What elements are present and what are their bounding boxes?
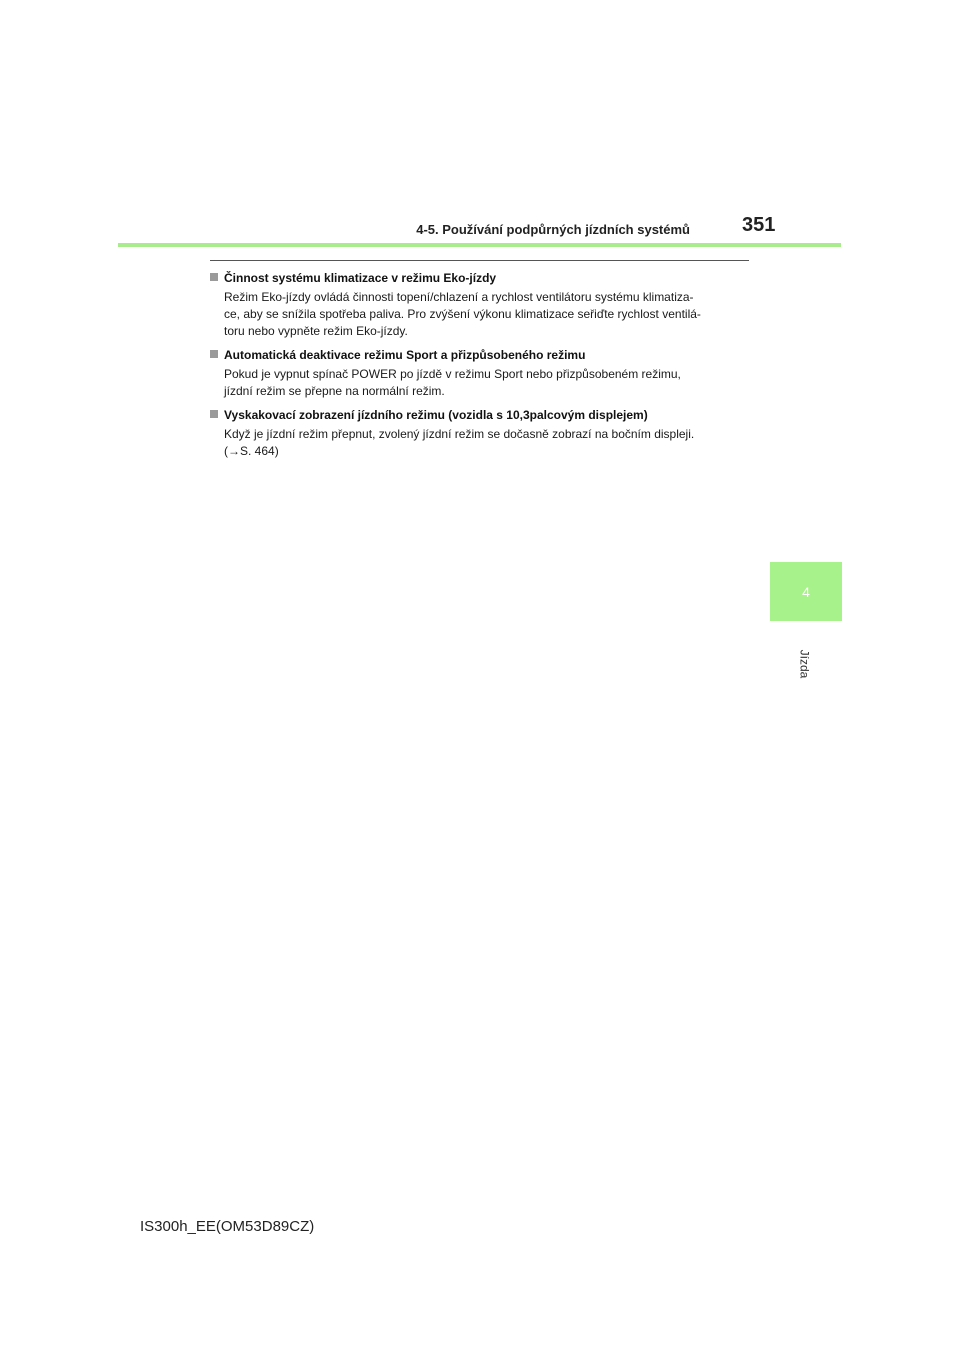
paragraph-line: (→S. 464) [224, 444, 279, 458]
section-heading [210, 347, 750, 364]
header-divider [118, 243, 841, 247]
square-bullet-icon [210, 350, 218, 358]
paragraph-line: ce, aby se snížila spotřeba paliva. Pro zvýšení výkonu klimatizace seřiďte rychlost ventilá- [224, 307, 701, 321]
chapter-tab[interactable] [770, 562, 842, 621]
section-paragraph [224, 366, 750, 400]
paragraph-line: Režim Eko-jízdy ovládá činnosti topení/chlazení a rychlost ventilátoru systému klimatiza- [224, 290, 694, 304]
section-heading-text: Vyskakovací zobrazení jízdního režimu (vozidla s 10,3palcovým displejem) [224, 408, 648, 422]
page-number: 351 [742, 214, 776, 236]
section-auto-deactivation [210, 347, 750, 400]
paragraph-line: Pokud je vypnut spínač POWER po jízdě v režimu Sport nebo přizpůsobeném režimu, [224, 367, 681, 381]
chapter-tab-label [794, 649, 814, 679]
footer-manual-code: IS300h_EE(OM53D89CZ) [140, 1218, 315, 1235]
paragraph-line: toru nebo vypněte režim Eko-jízdy. [224, 324, 408, 338]
section-heading [210, 407, 750, 424]
square-bullet-icon [210, 273, 218, 281]
section-eco-climate [210, 270, 750, 340]
section-heading-text: Činnost systému klimatizace v režimu Eko-jízdy [224, 271, 497, 285]
content-body [210, 270, 750, 467]
section-heading-text: Automatická deaktivace režimu Sport a přizpůsobeného režimu [224, 348, 586, 362]
paragraph-line: jízdní režim se přepne na normální režim. [224, 384, 445, 398]
section-heading [210, 270, 750, 287]
chapter-tab-number: 4 [802, 583, 810, 600]
paragraph-line: Když je jízdní režim přepnut, zvolený jízdní režim se dočasně zobrazí na bočním displeji. [224, 427, 695, 441]
header-section-title: 4-5. Používání podpůrných jízdních systémů [416, 222, 690, 237]
square-bullet-icon [210, 410, 218, 418]
section-paragraph [224, 426, 750, 460]
section-paragraph [224, 289, 750, 340]
chapter-tab-label-text: Jízda [797, 649, 811, 679]
content-divider [210, 260, 749, 261]
section-popup-display [210, 407, 750, 460]
